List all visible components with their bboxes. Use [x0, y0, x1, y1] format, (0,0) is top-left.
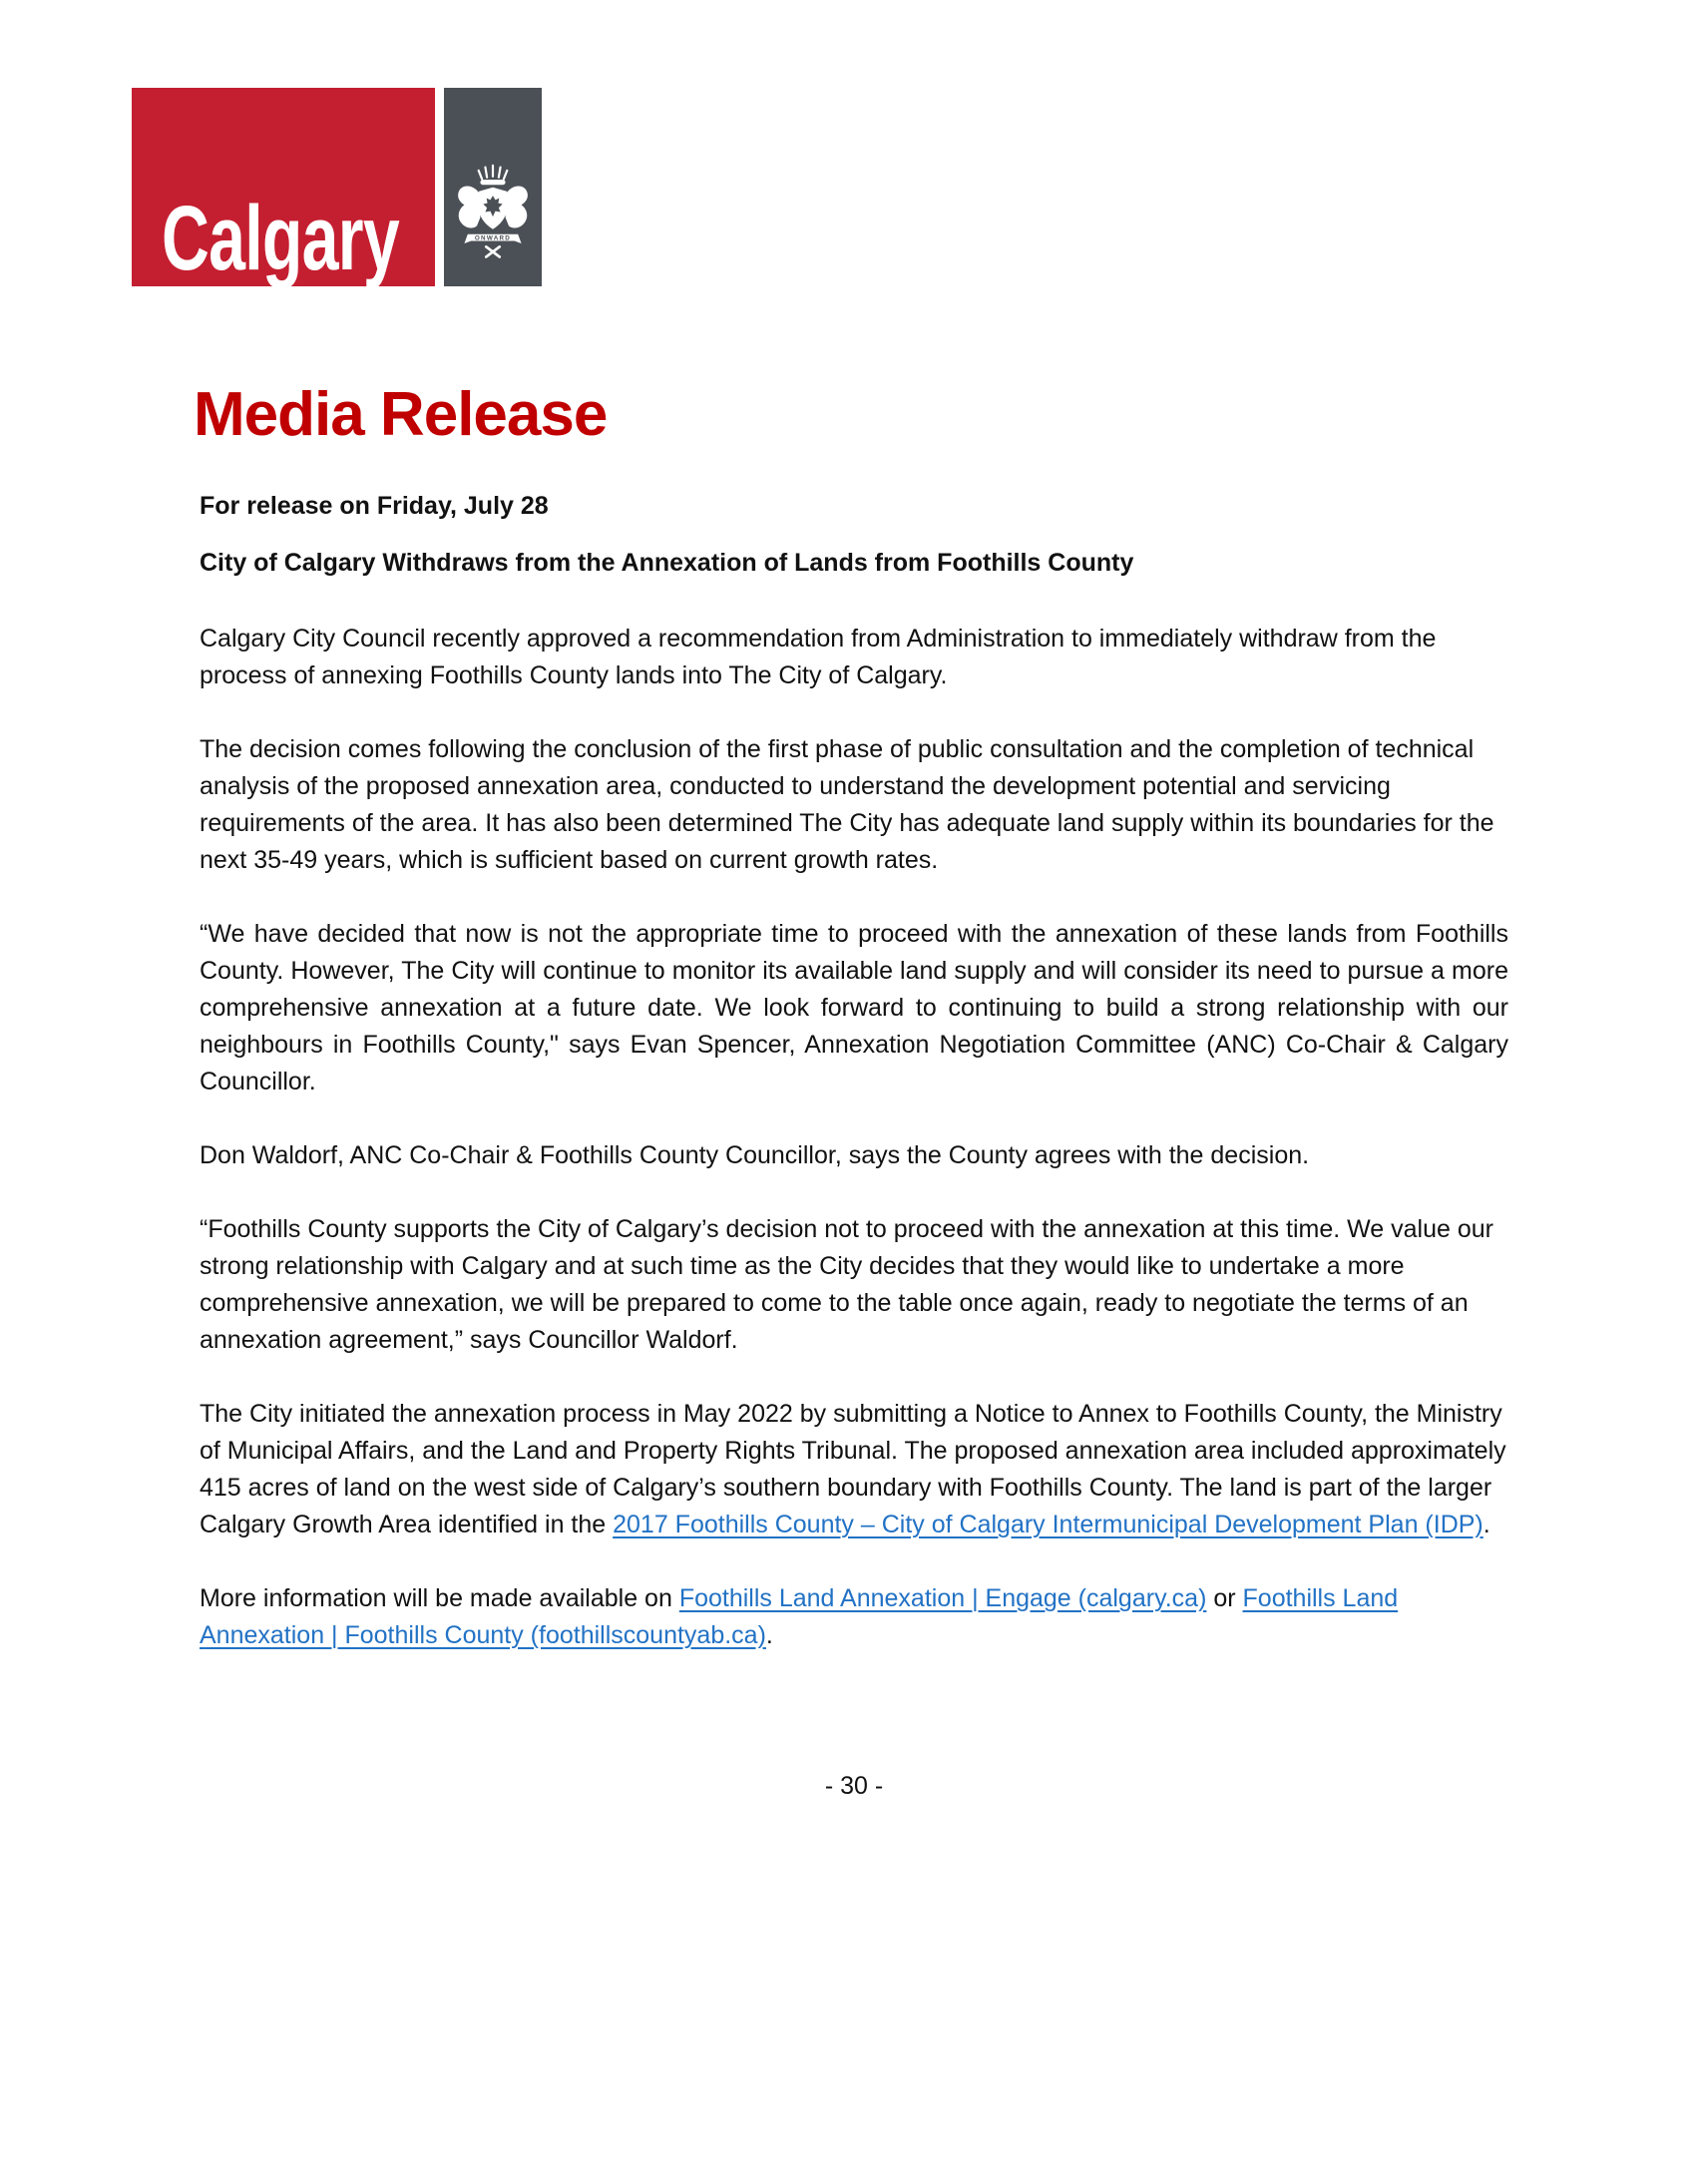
paragraph: The decision comes following the conclusion of the first phase of public consultation and the completion of technical analysis of the proposed annexation area, conducted to understand the development potential and servicing requirements of the area. It has also been determined The City has adequate land supply within its boundaries for the next 35-49 years, which is sufficient based on current growth rates. [200, 735, 1494, 874]
paragraph: Don Waldorf, ANC Co-Chair & Foothills County Councillor, says the County agrees with the decision. [200, 1141, 1310, 1169]
body-paragraphs [200, 621, 1508, 1691]
paragraph: The City initiated the annexation process in May 2022 by submitting a Notice to Annex to Foothills County, the Ministry of Municipal Affairs, and the Land and Property Rights Tribunal. The proposed annexation area included approximately 415 acres of land on the west side of Calgary’s southern boundary with Foothills County. The land is part of the larger Calgary Growth Area identified in the 2017 Foothills County – City of Calgary Intermunicipal Development Plan (IDP). [200, 1400, 1506, 1538]
paragraph: Calgary City Council recently approved a recommendation from Administration to immediately withdraw from the process of annexing Foothills County lands into The City of Calgary. [200, 625, 1437, 689]
foothills-county-link[interactable]: Foothills Land Annexation | Foothills County (foothillscountyab.ca) [200, 1584, 1399, 1649]
paragraph: “We have decided that now is not the appropriate time to proceed with the annexation of these lands from Foothills County. However, The City will continue to monitor its available land supply and will consider its need to pursue a more comprehensive annexation at a future date. We look forward to continuing to build a strong relationship with our neighbours in Foothills County," says Evan Spencer, Annexation Negotiation Committee (ANC) Co-Chair & Calgary Councillor. [200, 920, 1508, 1095]
engage-calgary-link[interactable]: Foothills Land Annexation | Engage (calgary.ca) [678, 1584, 1207, 1612]
calgary-wordmark-box [132, 88, 435, 289]
paragraph: More information will be made available on Foothills Land Annexation | Engage (calgary.ca) or Foothills Land Annexation | Foothills County (foothillscountyab.ca). [200, 1584, 1399, 1649]
page-title: Media Release [194, 380, 608, 449]
headline: City of Calgary Withdraws from the Annexation of Lands from Foothills County [200, 549, 1134, 577]
calgary-logo [132, 88, 542, 289]
end-mark: - 30 - [824, 1772, 884, 1800]
calgary-crest-icon [451, 164, 535, 260]
idp-link[interactable]: 2017 Foothills County – City of Calgary Intermunicipal Development Plan (IDP) [613, 1511, 1484, 1538]
release-date-line: For release on Friday, July 28 [200, 492, 549, 520]
calgary-crest-box [444, 88, 542, 286]
crest-motto: ONWARD [474, 234, 512, 242]
calgary-wordmark: Calgary [162, 188, 399, 289]
paragraph: “Foothills County supports the City of Calgary’s decision not to proceed with the annexation at this time. We value our strong relationship with Calgary and at such time as the City decides that they would like to undertake a more comprehensive annexation, we will be prepared to come to the table once again, ready to negotiate the terms of an annexation agreement,” says Councillor Waldorf. [200, 1215, 1493, 1354]
